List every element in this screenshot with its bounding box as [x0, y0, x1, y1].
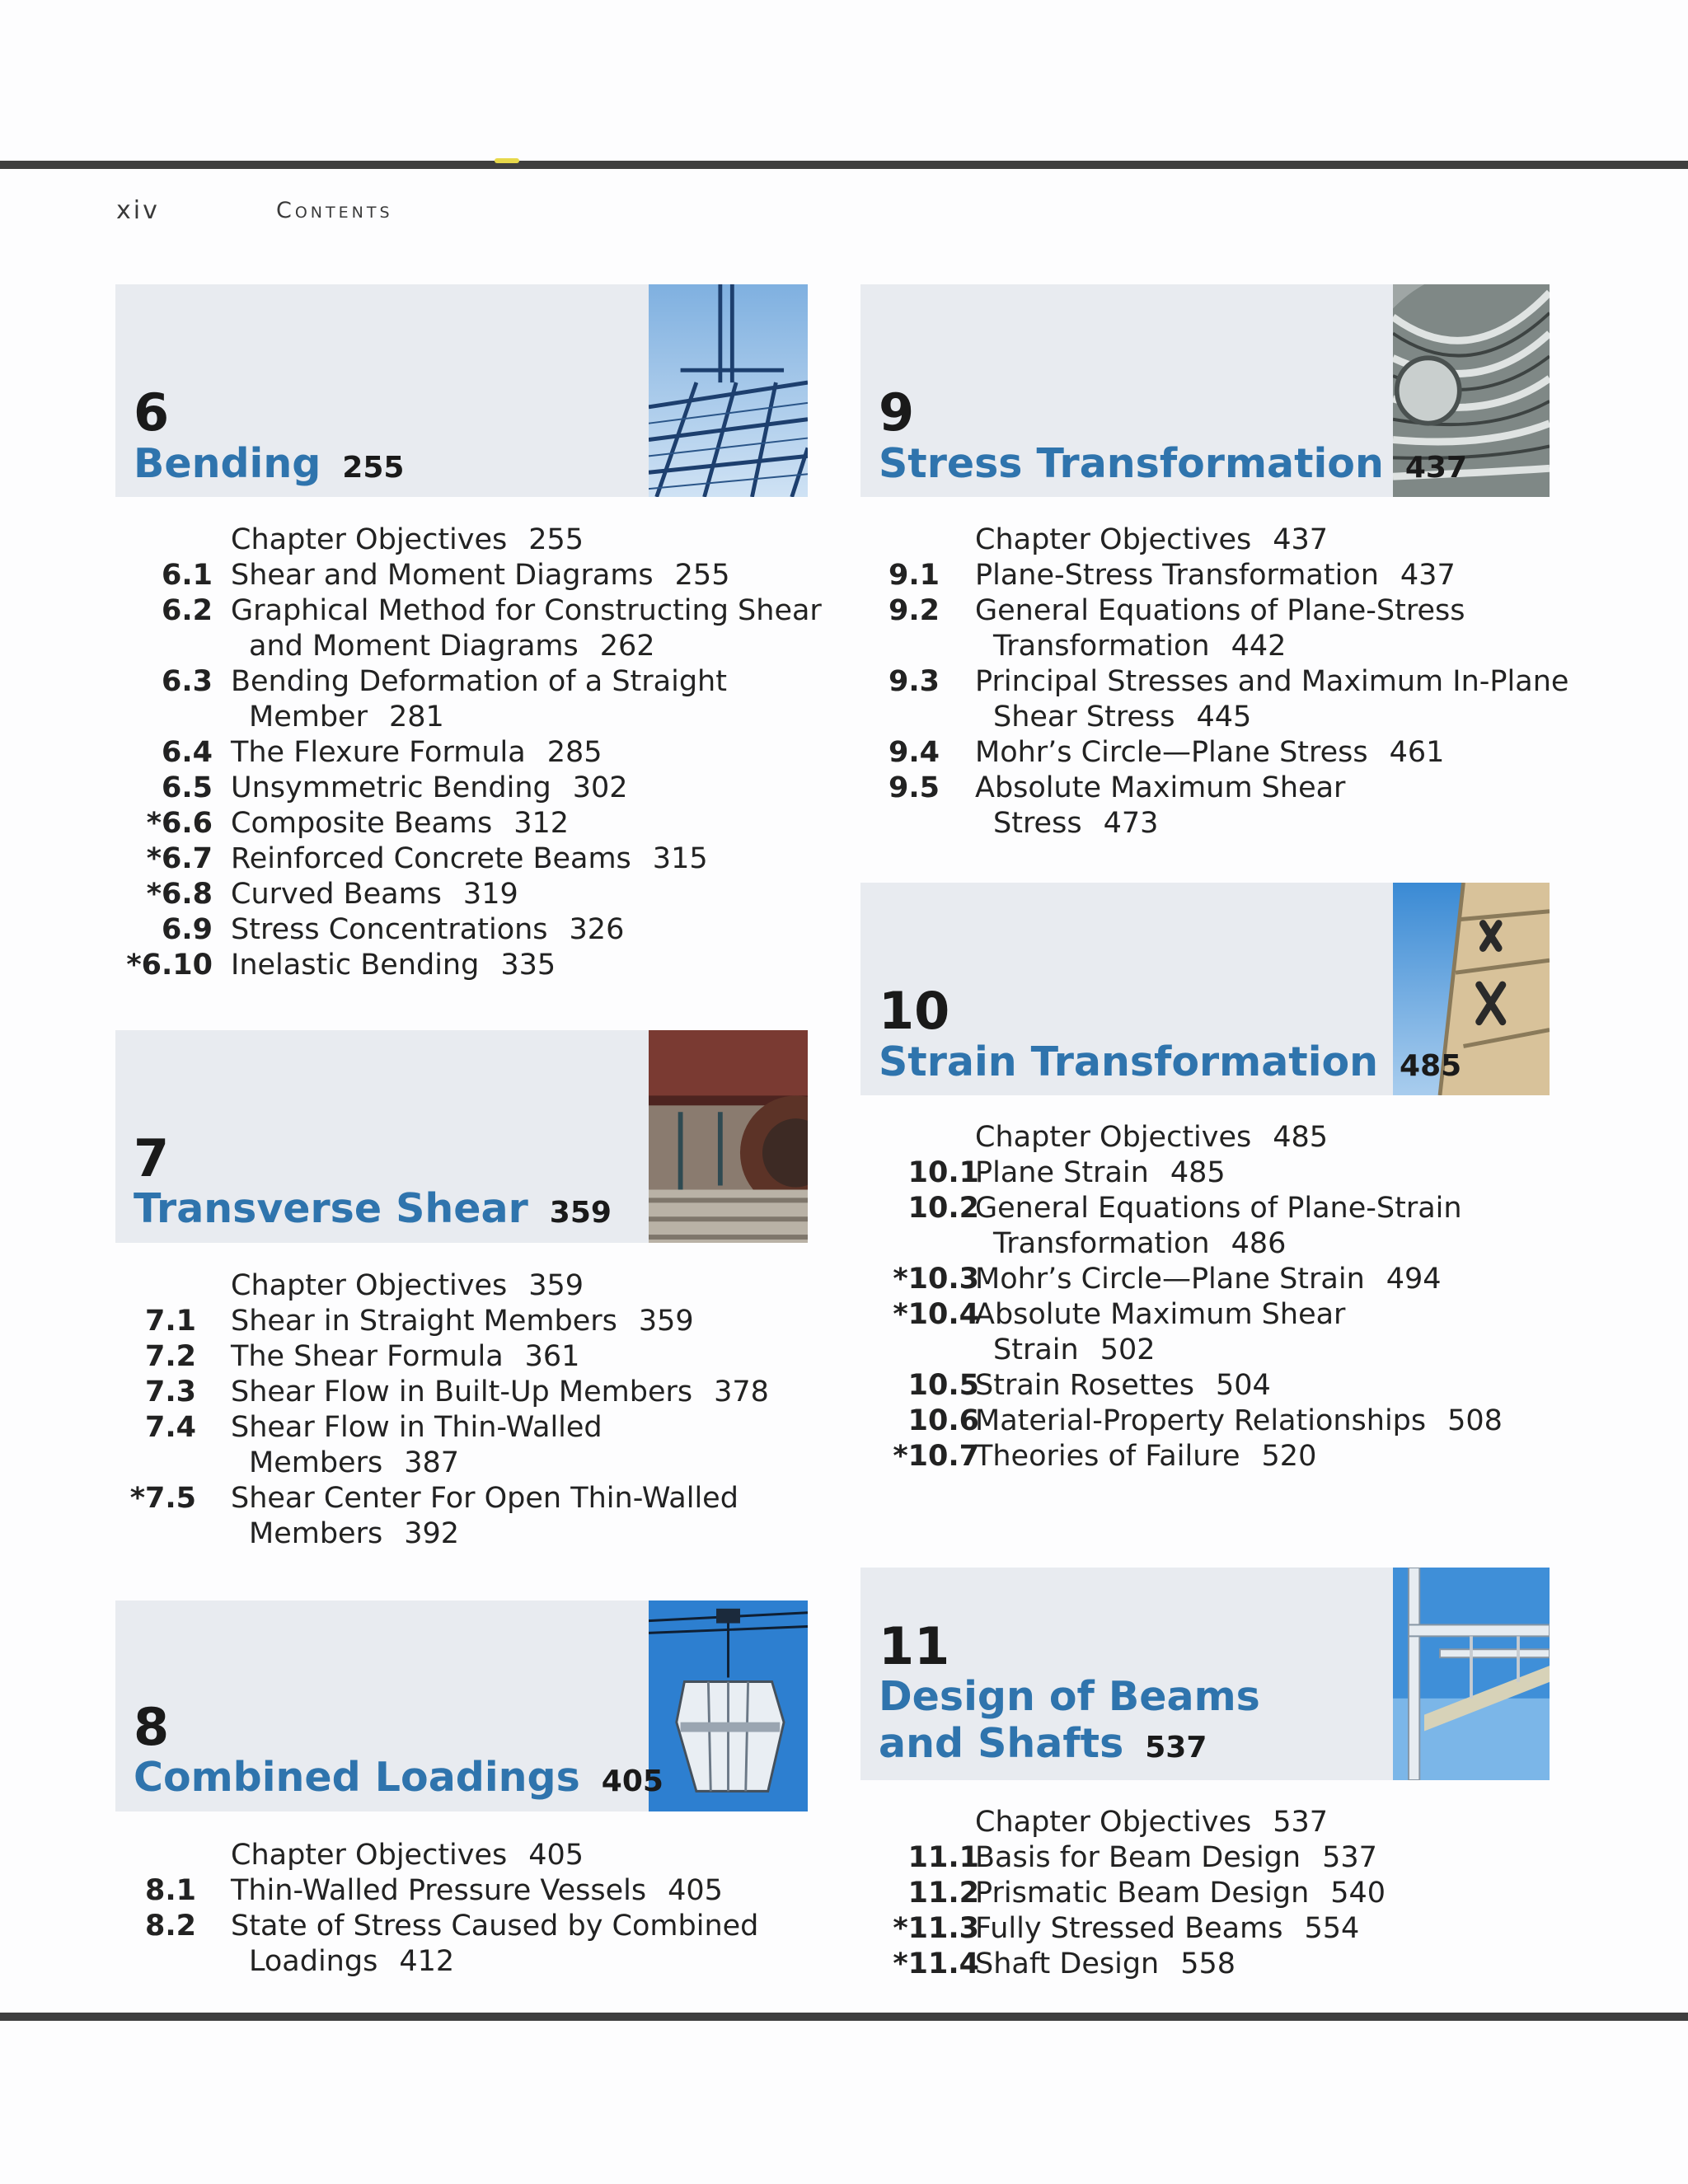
section-title-text: Shaft Design: [975, 1947, 1160, 1980]
section-title[interactable]: [975, 735, 1444, 771]
section-page-number: 504: [1215, 1369, 1271, 1402]
chapter-page-number: 405: [601, 1765, 663, 1798]
section-title-text: Bending Deformation of a Straight: [231, 665, 727, 698]
section-title[interactable]: [975, 1191, 1462, 1226]
chapter-title-line: [134, 1754, 663, 1805]
section-page-number: 486: [1231, 1227, 1287, 1260]
section-page-number: 520: [1261, 1440, 1317, 1473]
section-page-number: 508: [1447, 1404, 1503, 1437]
section-title[interactable]: [231, 1873, 723, 1909]
section-title-text: and Moment Diagrams: [249, 630, 579, 663]
chapter-page-number: 359: [549, 1196, 612, 1230]
section-title[interactable]: [249, 1944, 454, 1980]
section-number: 9.1: [888, 559, 940, 592]
section-title-text: Plane Strain: [975, 1156, 1149, 1189]
section-title-text: Member: [249, 701, 368, 733]
section-title[interactable]: [993, 806, 1158, 841]
section-title[interactable]: [231, 1375, 769, 1410]
section-number: 6.4: [161, 736, 213, 769]
section-number: *11.4: [893, 1947, 979, 1980]
section-title-text: Absolute Maximum Shear: [975, 771, 1346, 804]
chapter-objectives[interactable]: [231, 523, 584, 558]
section-number: *6.10: [126, 949, 213, 982]
chapter-number: 9: [879, 382, 915, 443]
chapter-title[interactable]: [134, 1754, 663, 1805]
section-title-text: The Shear Formula: [231, 1340, 504, 1373]
section-title[interactable]: [231, 1410, 603, 1446]
section-title-text: Thin-Walled Pressure Vessels: [231, 1874, 647, 1907]
section-title[interactable]: [975, 1404, 1503, 1439]
section-title-text: Transformation: [993, 1227, 1210, 1260]
section-number: *11.3: [893, 1912, 979, 1945]
section-number: 7.2: [144, 1340, 196, 1373]
section-page-number: 405: [668, 1874, 723, 1907]
chapter-title-line: [134, 1185, 612, 1236]
section-number: 11.1: [907, 1841, 979, 1874]
section-title[interactable]: [975, 558, 1456, 593]
chapter-number: 11: [879, 1616, 950, 1676]
chapter-objectives[interactable]: [975, 1120, 1328, 1155]
section-page-number: 537: [1273, 1806, 1329, 1839]
section-number: *10.4: [893, 1298, 979, 1331]
section-title[interactable]: [993, 1226, 1286, 1262]
section-title-text: Chapter Objectives: [231, 523, 508, 556]
section-title[interactable]: [249, 629, 655, 664]
section-page-number: 335: [500, 949, 556, 982]
section-page-number: 473: [1103, 807, 1159, 840]
chapter-title-text: Strain Transformation: [879, 1038, 1379, 1085]
section-title-text: The Flexure Formula: [231, 736, 526, 769]
chapter-title-line: [879, 1720, 1260, 1771]
chapter-objectives[interactable]: [231, 1268, 584, 1304]
section-page-number: 494: [1386, 1263, 1442, 1296]
section-title-text: Principal Stresses and Maximum In-Plane: [975, 665, 1569, 698]
section-title[interactable]: [249, 700, 444, 735]
section-title[interactable]: [249, 1446, 459, 1481]
section-title[interactable]: [993, 1333, 1156, 1368]
section-number: 7.1: [144, 1305, 196, 1338]
section-page-number: 540: [1330, 1877, 1386, 1910]
chapter-title-line: [134, 440, 404, 491]
section-page-number: 554: [1304, 1912, 1360, 1945]
section-title[interactable]: [975, 593, 1465, 629]
section-page-number: 319: [462, 878, 518, 911]
chapter-page-number: 437: [1404, 451, 1468, 485]
section-page-number: 558: [1180, 1947, 1236, 1980]
section-page-number: 359: [638, 1305, 694, 1338]
section-number: 9.3: [888, 665, 940, 698]
section-title-text: Transformation: [993, 630, 1210, 663]
section-title[interactable]: [231, 1304, 694, 1339]
section-title[interactable]: [231, 877, 518, 912]
section-title[interactable]: [975, 1439, 1316, 1474]
chapter-title[interactable]: [134, 1185, 612, 1236]
section-page-number: 302: [572, 771, 628, 804]
section-number: 8.1: [144, 1874, 196, 1907]
section-title-text: Inelastic Bending: [231, 949, 480, 982]
section-page-number: 281: [388, 701, 444, 733]
section-number: *10.3: [893, 1263, 979, 1296]
section-page-number: 255: [674, 559, 730, 592]
section-title[interactable]: [975, 1297, 1345, 1333]
section-page-number: 502: [1100, 1333, 1156, 1366]
chapter-page-number: 537: [1145, 1731, 1207, 1765]
section-title[interactable]: [975, 664, 1568, 700]
section-title[interactable]: [231, 841, 708, 877]
bottom-rule: [0, 2013, 1688, 2021]
chapter-title-line: [879, 440, 1467, 491]
section-number: 10.5: [907, 1369, 979, 1402]
section-number: 6.9: [161, 913, 213, 946]
section-title-text: Curved Beams: [231, 878, 442, 911]
chapter-objectives[interactable]: [231, 1838, 584, 1873]
section-title[interactable]: [975, 1840, 1377, 1876]
section-title-text: Basis for Beam Design: [975, 1841, 1301, 1874]
section-title-text: Stress: [993, 807, 1082, 840]
section-title-text: Chapter Objectives: [231, 1269, 508, 1302]
print-speck: [495, 158, 519, 163]
chapter-title-text: and Shafts: [879, 1720, 1124, 1767]
section-title[interactable]: [231, 664, 727, 700]
section-title[interactable]: [993, 629, 1286, 664]
section-page-number: 387: [404, 1446, 460, 1479]
section-title-text: Strain: [993, 1333, 1079, 1366]
section-page-number: 537: [1322, 1841, 1377, 1874]
section-number: 10.1: [907, 1156, 979, 1189]
chapter-number: 7: [134, 1128, 170, 1188]
section-title-text: Shear Flow in Built-Up Members: [231, 1376, 693, 1408]
section-number: *6.8: [146, 878, 213, 911]
section-title[interactable]: [249, 1516, 459, 1552]
section-number: *6.6: [146, 807, 213, 840]
section-number: 9.2: [888, 594, 940, 627]
section-title[interactable]: [975, 771, 1345, 806]
section-page-number: 445: [1196, 701, 1252, 733]
section-title-text: Strain Rosettes: [975, 1369, 1194, 1402]
section-page-number: 485: [1273, 1121, 1329, 1154]
section-title-text: Absolute Maximum Shear: [975, 1298, 1346, 1331]
section-page-number: 437: [1273, 523, 1329, 556]
section-title-text: Graphical Method for Constructing Shear: [231, 594, 822, 627]
section-title-text: General Equations of Plane-Stress: [975, 594, 1465, 627]
section-number: 6.1: [161, 559, 213, 592]
chapter-title[interactable]: [879, 1673, 1260, 1771]
section-number: 9.5: [888, 771, 940, 804]
chapter-number: 10: [879, 981, 950, 1041]
chapter-title[interactable]: [879, 440, 1467, 491]
section-number: 10.2: [907, 1192, 979, 1225]
section-page-number: 262: [599, 630, 655, 663]
top-rule: [0, 161, 1688, 169]
chapter-title-text: Combined Loadings: [134, 1754, 580, 1801]
section-number: 11.2: [907, 1877, 979, 1910]
section-title-text: Fully Stressed Beams: [975, 1912, 1283, 1945]
section-page-number: 405: [528, 1839, 584, 1872]
section-title[interactable]: [975, 1876, 1386, 1911]
section-page-number: 359: [528, 1269, 584, 1302]
section-number: 6.5: [161, 771, 213, 804]
chapter-photo: [649, 284, 808, 497]
section-page-number: 315: [652, 842, 708, 875]
page-folio: xiv: [116, 196, 160, 225]
section-title[interactable]: [231, 806, 569, 841]
section-number: *7.5: [129, 1482, 196, 1515]
section-title[interactable]: [231, 1339, 579, 1375]
chapter-photo: [1393, 1568, 1550, 1780]
chapter-page-number: 485: [1400, 1049, 1462, 1083]
section-title-text: Shear Stress: [993, 701, 1175, 733]
chapter-title-line: [879, 1038, 1461, 1090]
section-title[interactable]: [231, 558, 729, 593]
section-title-text: Chapter Objectives: [231, 1839, 508, 1872]
chapter-number: 6: [134, 382, 170, 443]
section-title[interactable]: [975, 1368, 1271, 1404]
section-title[interactable]: [975, 1911, 1359, 1947]
chapter-title[interactable]: [134, 440, 404, 491]
section-title[interactable]: [975, 1262, 1442, 1297]
section-title[interactable]: [231, 593, 822, 629]
section-page-number: 285: [546, 736, 603, 769]
section-page-number: 442: [1231, 630, 1287, 663]
section-title-text: Shear Center For Open Thin-Walled: [231, 1482, 738, 1515]
chapter-title-text: Design of Beams: [879, 1673, 1260, 1720]
chapter-photo: [649, 1601, 808, 1811]
section-number: *6.7: [146, 842, 213, 875]
section-page-number: 437: [1400, 559, 1456, 592]
section-number: 8.2: [144, 1910, 196, 1943]
section-title[interactable]: [231, 1909, 758, 1944]
section-title-text: Reinforced Concrete Beams: [231, 842, 631, 875]
section-number: 10.6: [907, 1404, 979, 1437]
section-title[interactable]: [231, 771, 628, 806]
section-number: 7.4: [144, 1411, 196, 1444]
section-title-text: Shear Flow in Thin-Walled: [231, 1411, 603, 1444]
section-title[interactable]: [975, 1155, 1226, 1191]
section-title-text: Shear and Moment Diagrams: [231, 559, 654, 592]
section-title-text: Chapter Objectives: [975, 1806, 1252, 1839]
section-page-number: 461: [1389, 736, 1445, 769]
section-title-text: Members: [249, 1446, 383, 1479]
section-title-text: Mohr’s Circle—Plane Strain: [975, 1263, 1365, 1296]
chapter-title[interactable]: [879, 1038, 1461, 1090]
section-title-text: Material-Property Relationships: [975, 1404, 1427, 1437]
section-title[interactable]: [993, 700, 1251, 735]
section-title-text: Prismatic Beam Design: [975, 1877, 1310, 1910]
section-title-text: Unsymmetric Bending: [231, 771, 551, 804]
section-title-text: General Equations of Plane-Strain: [975, 1192, 1462, 1225]
chapter-objectives[interactable]: [975, 1805, 1328, 1840]
chapter-objectives[interactable]: [975, 523, 1328, 558]
running-head: Contents: [276, 198, 393, 223]
section-title-text: Loadings: [249, 1945, 378, 1978]
section-title[interactable]: [231, 735, 603, 771]
chapter-photo: [649, 1030, 808, 1243]
section-title[interactable]: [231, 912, 624, 948]
section-number: 9.4: [888, 736, 940, 769]
section-page-number: 361: [524, 1340, 580, 1373]
section-number: 6.2: [161, 594, 213, 627]
section-title[interactable]: [231, 948, 556, 983]
section-title-text: Theories of Failure: [975, 1440, 1240, 1473]
section-title-text: State of Stress Caused by Combined: [231, 1910, 759, 1943]
section-title-text: Mohr’s Circle—Plane Stress: [975, 736, 1368, 769]
section-title-text: Plane-Stress Transformation: [975, 559, 1379, 592]
section-page-number: 378: [714, 1376, 769, 1408]
chapter-title-text: Transverse Shear: [134, 1185, 528, 1232]
chapter-title-text: Stress Transformation: [879, 440, 1384, 487]
section-page-number: 326: [569, 913, 625, 946]
section-title-text: Chapter Objectives: [975, 523, 1252, 556]
section-title-text: Shear in Straight Members: [231, 1305, 617, 1338]
section-page-number: 312: [513, 807, 570, 840]
section-page-number: 392: [404, 1517, 460, 1550]
section-title-text: Chapter Objectives: [975, 1121, 1252, 1154]
chapter-title-line: [879, 1673, 1260, 1720]
section-number: 6.3: [161, 665, 213, 698]
chapter-number: 8: [134, 1697, 170, 1757]
chapter-title-text: Bending: [134, 440, 321, 487]
section-page-number: 255: [528, 523, 584, 556]
chapter-page-number: 255: [342, 451, 405, 485]
section-page-number: 412: [399, 1945, 455, 1978]
section-title[interactable]: [231, 1481, 738, 1516]
section-title-text: Composite Beams: [231, 807, 493, 840]
section-title-text: Members: [249, 1517, 383, 1550]
section-title[interactable]: [975, 1947, 1236, 1982]
section-title-text: Stress Concentrations: [231, 913, 548, 946]
section-page-number: 485: [1170, 1156, 1226, 1189]
section-number: *10.7: [893, 1440, 979, 1473]
section-number: 7.3: [144, 1376, 196, 1408]
